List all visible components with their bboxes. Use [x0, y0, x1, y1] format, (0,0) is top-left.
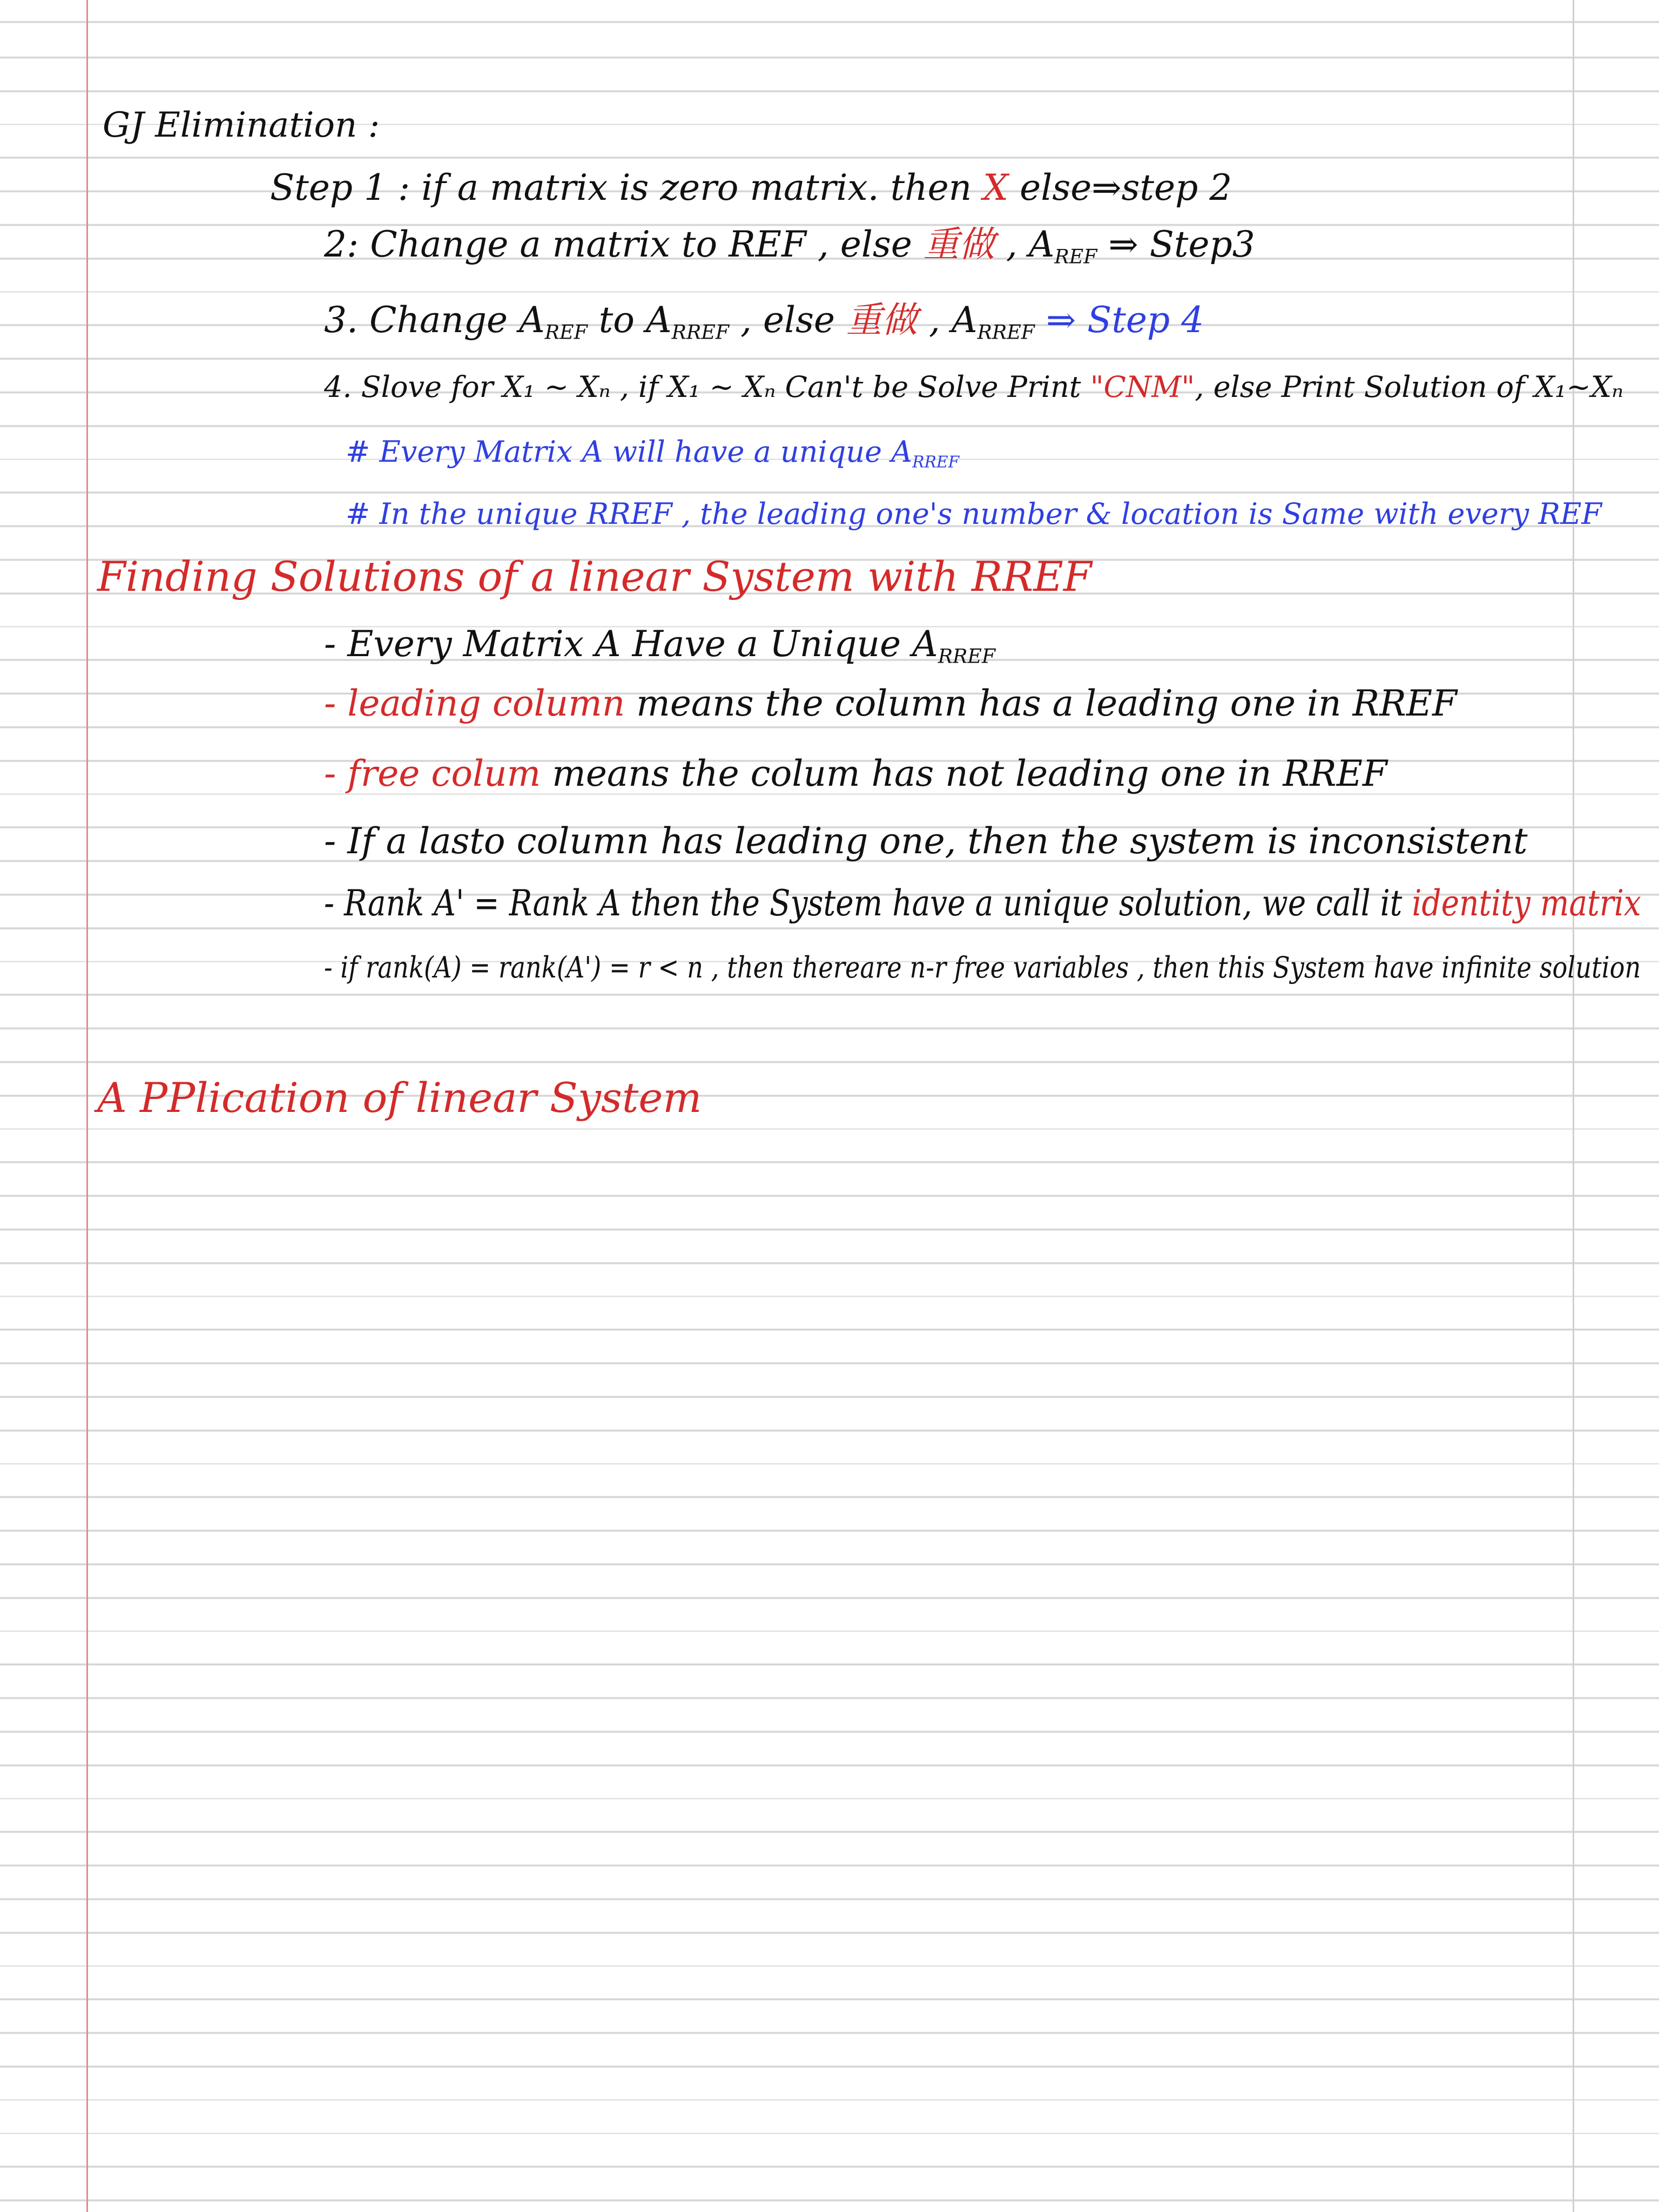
step-3-sub-rref: RREF [671, 320, 730, 344]
step-2-redo: 重做 [923, 224, 995, 265]
bullet-1-sub: RREF [938, 644, 996, 668]
bullet-4-text: - If a lasto column has leading one, then the system is inconsistent [324, 820, 1528, 862]
bullet-2-text: means the column has a leading one in RREF [636, 683, 1457, 724]
title-text: GJ Elimination : [103, 105, 380, 145]
note-1-text: # Every Matrix A will have a unique A [346, 435, 913, 469]
bullet-5-term: identity matrix [1412, 882, 1641, 924]
bullet-5 [324, 882, 1641, 924]
note-1 [346, 437, 959, 470]
bullet-2 [324, 683, 1457, 724]
step-3-redo: 重做 [846, 299, 918, 341]
section-heading-2-text: A PPlication of linear System [97, 1074, 702, 1122]
bullet-1 [324, 623, 996, 668]
step-4-cnm: "CNM" [1090, 370, 1195, 404]
section-heading-2 [97, 1074, 702, 1122]
step-2-next: ⇒ Step3 [1108, 224, 1255, 265]
step-3-sub-rref-2: RREF [977, 320, 1035, 344]
step-1-text: Step 1 : if a matrix is zero matrix. then [270, 167, 972, 208]
section-heading-1 [97, 552, 1092, 601]
step-3-a: , A [929, 299, 977, 341]
step-3-to: to A [598, 299, 672, 341]
red-margin-line [86, 0, 88, 2212]
step-3-text: 3. Change A [324, 299, 545, 341]
step-4-solution: , else Print Solution of X₁~Xₙ [1195, 370, 1624, 404]
bullet-2-term: - leading column [324, 683, 625, 724]
step-1 [270, 167, 1232, 208]
step-3-else: , else [740, 299, 835, 341]
note-2-text: # In the unique RREF , the leading one's number & location is Same with every REF [346, 497, 1602, 531]
bullet-6-text: - if rank(A) = rank(A') = r < n , then thereare n-r free variables , then this System have infinite solution [324, 950, 1641, 984]
step-3 [324, 299, 1204, 344]
step-4-text: 4. Slove for X₁ ~ Xₙ , if X₁ ~ Xₙ Can't be Solve Print [324, 370, 1081, 404]
note-2 [346, 497, 1602, 531]
title [103, 105, 380, 145]
bullet-5-text: - Rank A' = Rank A then the System have a unique solution, we call it [324, 882, 1402, 924]
step-2 [324, 224, 1255, 268]
bullet-6 [324, 950, 1641, 984]
right-margin-line [1573, 0, 1574, 2212]
step-3-sub-ref: REF [544, 320, 588, 344]
step-1-x-mark: X [983, 167, 1009, 208]
step-3-next: ⇒ Step 4 [1046, 299, 1204, 341]
bullet-1-text: - Every Matrix A Have a Unique A [324, 623, 938, 665]
step-4 [324, 370, 1624, 404]
bullet-4 [324, 820, 1528, 862]
bullet-3-term: - free colum [324, 753, 541, 794]
note-1-sub: RREF [912, 453, 960, 472]
step-1-next: else⇒step 2 [1020, 167, 1232, 208]
step-2-text: 2: Change a matrix to REF , else [324, 224, 912, 265]
step-2-a: , A [1006, 224, 1055, 265]
section-heading-1-text: Finding Solutions of a linear System with RREF [97, 552, 1092, 601]
bullet-3 [324, 753, 1387, 794]
step-2-sub: REF [1054, 245, 1097, 268]
bullet-3-text: means the colum has not leading one in RREF [552, 753, 1387, 794]
